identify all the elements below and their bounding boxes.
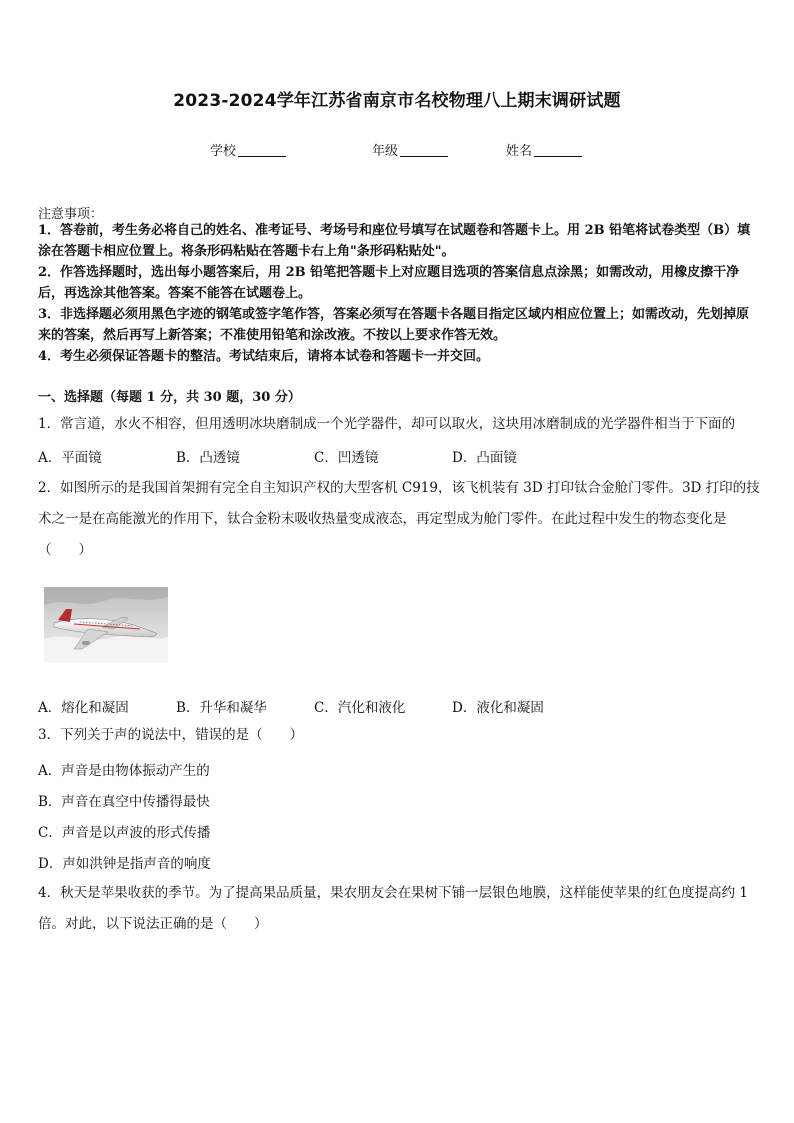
- option-b: B．凸透镜: [176, 450, 240, 466]
- note-item: 4．考生必须保证答题卡的整洁。考试结束后，请将本试卷和答题卡一并交回。: [38, 349, 490, 364]
- name-label: 姓名: [506, 144, 533, 159]
- question-2-options: [38, 696, 760, 720]
- option-a: A．声音是由物体振动产生的: [38, 763, 210, 779]
- option-a: A．平面镜: [38, 450, 102, 466]
- note-item: 3．非选择题必须用黑色字迹的钢笔或签字笔作答，答案必须写在答题卡各题目指定区域内相应位置上；如需改动，先划掉原来的答案，然后再写上新答案；不准使用铅笔和涂改液。不按以上要求作答无效。: [38, 307, 750, 343]
- name-blank: [534, 142, 582, 157]
- option-d: D．液化和凝固: [452, 700, 544, 716]
- school-label: 学校: [210, 144, 237, 159]
- option-c: C．声音是以声波的形式传播: [38, 825, 211, 841]
- grade-label: 年级: [372, 144, 399, 159]
- grade-blank: [400, 142, 448, 157]
- option-c: C．凹透镜: [314, 450, 379, 466]
- note-item: 1．答卷前，考生务必将自己的姓名、准考证号、考场号和座位号填写在试题卷和答题卡上。用 2B 铅笔将试卷类型（B）填涂在答题卡相应位置上。将条形码粘贴在答题卡右上角"条形码粘贴处"。: [38, 223, 751, 259]
- section-heading: 一、选择题（每题 1 分，共 30 题，30 分）: [38, 390, 301, 405]
- notes-heading: 注意事项：: [38, 207, 104, 222]
- question-1: 1．常言道，水火不相容，但用透明冰块磨制成一个光学器件，却可以取火，这块用冰磨制成的光学器件相当于下面的: [38, 416, 736, 432]
- option-d: D．凸面镜: [452, 450, 517, 466]
- option-a: A．熔化和凝固: [38, 700, 129, 716]
- name-field: [506, 140, 582, 159]
- school-blank: [238, 142, 286, 157]
- school-field: [210, 140, 286, 159]
- question-2: 2．如图所示的是我国首架拥有完全自主知识产权的大型客机 C919，该飞机装有 3D 打印钛合金舱门零件。3D 打印的技术之一是在高能激光的作用下，钛合金粉末吸收热量变成液态，再定型成为舱门零件。在此过程中发生的物态变化是（ ）: [38, 480, 760, 558]
- question-3: 3．下列关于声的说法中，错误的是（ ）: [38, 727, 304, 743]
- question-4: 4．秋天是苹果收获的季节。为了提高果品质量，果农朋友会在果树下铺一层银色地膜，这样能使苹果的红色度提高约 1 倍。对此，以下说法正确的是（ ）: [38, 885, 748, 932]
- c919-airplane-image: [44, 587, 168, 663]
- page-title: 2023-2024学年江苏省南京市名校物理八上期末调研试题: [173, 91, 621, 111]
- option-c: C．汽化和液化: [314, 700, 406, 716]
- note-item: 2．作答选择题时，选出每小题答案后，用 2B 铅笔把答题卡上对应题目选项的答案信息点涂黑；如需改动，用橡皮擦干净后，再选涂其他答案。答案不能答在试题卷上。: [38, 265, 740, 301]
- grade-field: [372, 140, 448, 159]
- option-b: B．声音在真空中传播得最快: [38, 794, 210, 810]
- option-d: D．声如洪钟是指声音的响度: [38, 856, 211, 872]
- question-1-options: [38, 446, 760, 470]
- option-b: B．升华和凝华: [176, 700, 267, 716]
